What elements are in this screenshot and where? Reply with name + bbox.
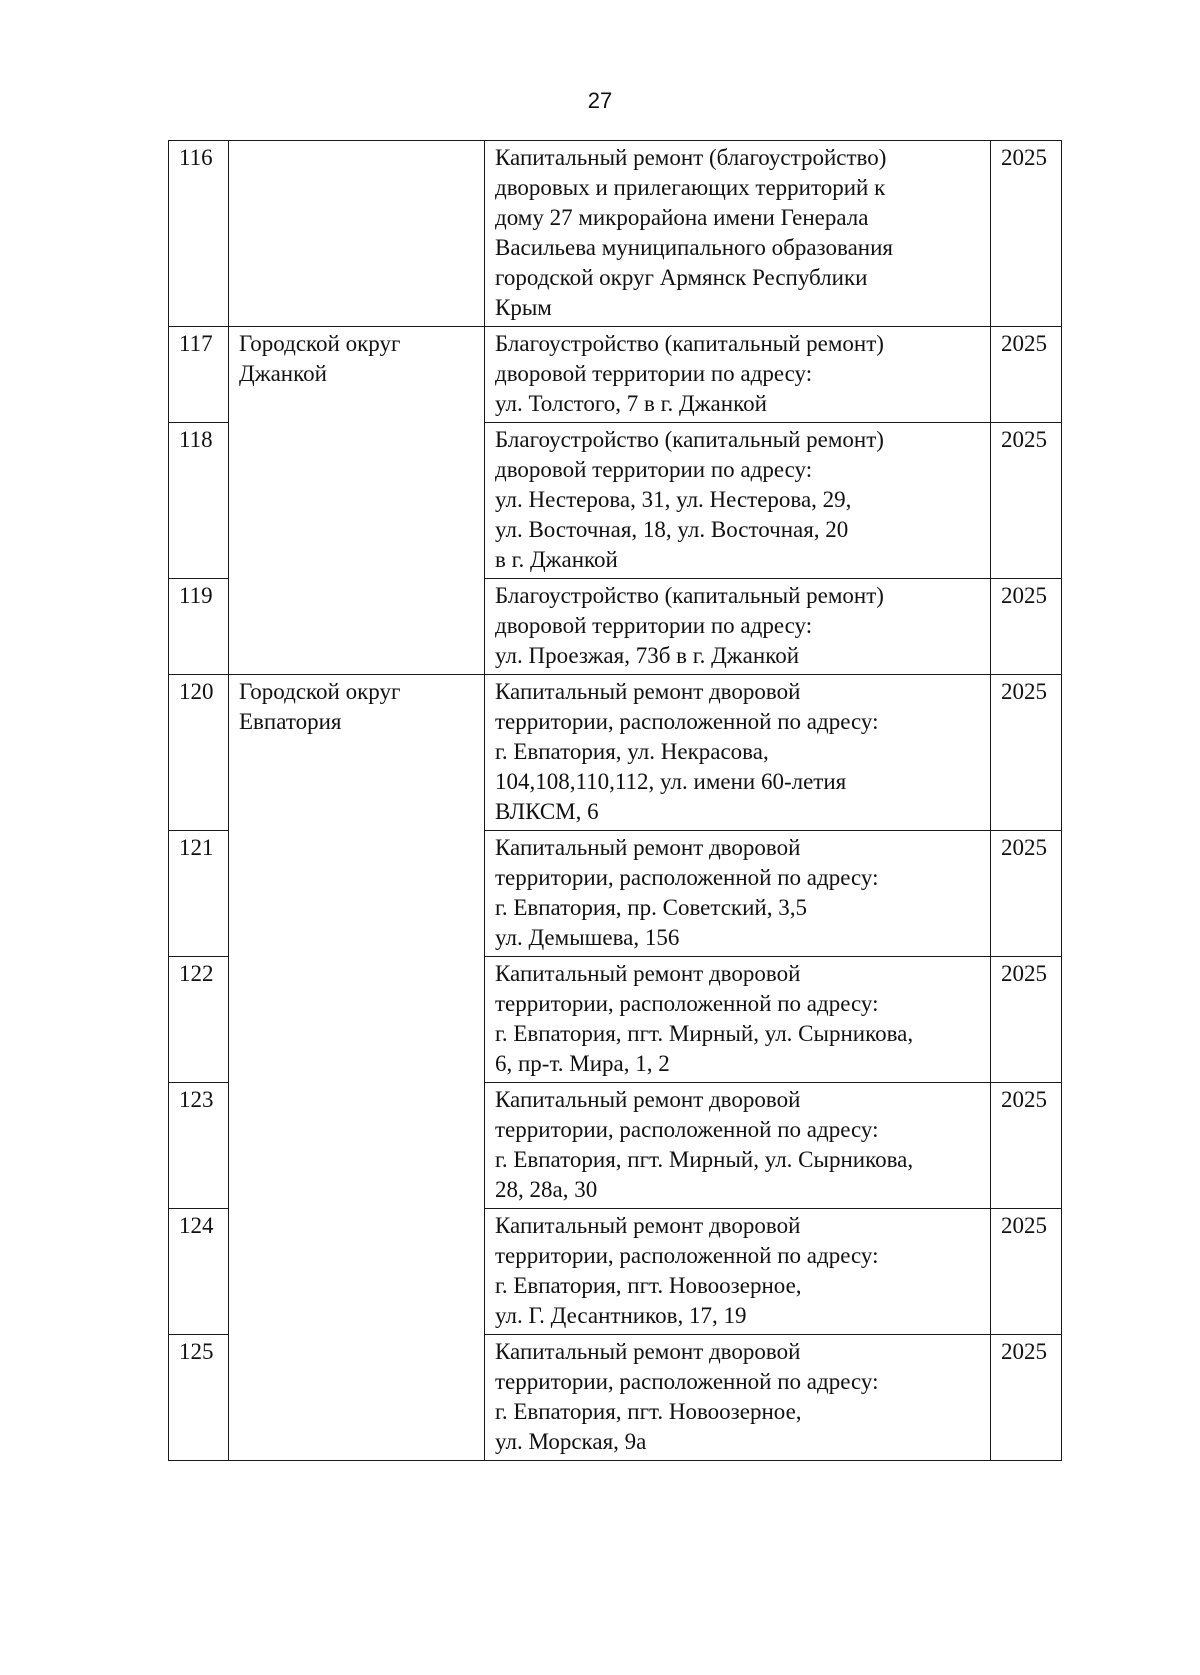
row-number: 119 xyxy=(169,579,229,675)
municipality-cell: Городской округ Евпатория xyxy=(229,675,485,1461)
row-number: 121 xyxy=(169,831,229,957)
year-cell: 2025 xyxy=(991,327,1062,423)
row-number: 122 xyxy=(169,957,229,1083)
year-cell: 2025 xyxy=(991,1083,1062,1209)
row-number: 117 xyxy=(169,327,229,423)
work-description: Благоустройство (капитальный ремонт) дворовой территории по адресу: ул. Проезжая, 73б в г. Джанкой xyxy=(485,579,991,675)
work-description: Капитальный ремонт дворовой территории, расположенной по адресу: г. Евпатория, ул. Некрасова, 104,108,110,112, ул. имени 60-летия ВЛКСМ, 6 xyxy=(485,675,991,831)
year-cell: 2025 xyxy=(991,423,1062,579)
work-description: Капитальный ремонт дворовой территории, расположенной по адресу: г. Евпатория, пгт. Новоозерное, ул. Г. Десантников, 17, 19 xyxy=(485,1209,991,1335)
work-description: Благоустройство (капитальный ремонт) дворовой территории по адресу: ул. Толстого, 7 в г. Джанкой xyxy=(485,327,991,423)
year-cell: 2025 xyxy=(991,579,1062,675)
row-number: 123 xyxy=(169,1083,229,1209)
work-description: Благоустройство (капитальный ремонт) дворовой территории по адресу: ул. Нестерова, 31, ул. Нестерова, 29, ул. Восточная, 18, ул. Восточная, 20 в г. Джанкой xyxy=(485,423,991,579)
year-cell: 2025 xyxy=(991,141,1062,327)
page-number: 27 xyxy=(587,88,613,113)
work-description: Капитальный ремонт дворовой территории, расположенной по адресу: г. Евпатория, пр. Советский, 3,5 ул. Демышева, 156 xyxy=(485,831,991,957)
municipality-cell xyxy=(229,141,485,327)
year-cell: 2025 xyxy=(991,1335,1062,1461)
table-row xyxy=(169,141,1062,327)
work-description: Капитальный ремонт дворовой территории, расположенной по адресу: г. Евпатория, пгт. Новоозерное, ул. Морская, 9а xyxy=(485,1335,991,1461)
row-number: 116 xyxy=(169,141,229,327)
work-description: Капитальный ремонт (благоустройство) дворовых и прилегающих территорий к дому 27 микрорайона имени Генерала Васильева муниципального образования городской округ Армянск Республики Крым xyxy=(485,141,991,327)
year-cell: 2025 xyxy=(991,1209,1062,1335)
year-cell: 2025 xyxy=(991,831,1062,957)
municipality-cell: Городской округ Джанкой xyxy=(229,327,485,675)
row-number: 118 xyxy=(169,423,229,579)
objects-table xyxy=(168,140,1062,1461)
table-row xyxy=(169,675,1062,831)
row-number: 120 xyxy=(169,675,229,831)
year-cell: 2025 xyxy=(991,675,1062,831)
work-description: Капитальный ремонт дворовой территории, расположенной по адресу: г. Евпатория, пгт. Мирный, ул. Сырникова, 28, 28а, 30 xyxy=(485,1083,991,1209)
year-cell: 2025 xyxy=(991,957,1062,1083)
row-number: 124 xyxy=(169,1209,229,1335)
work-description: Капитальный ремонт дворовой территории, расположенной по адресу: г. Евпатория, пгт. Мирный, ул. Сырникова, 6, пр-т. Мира, 1, 2 xyxy=(485,957,991,1083)
table-row xyxy=(169,327,1062,423)
row-number: 125 xyxy=(169,1335,229,1461)
